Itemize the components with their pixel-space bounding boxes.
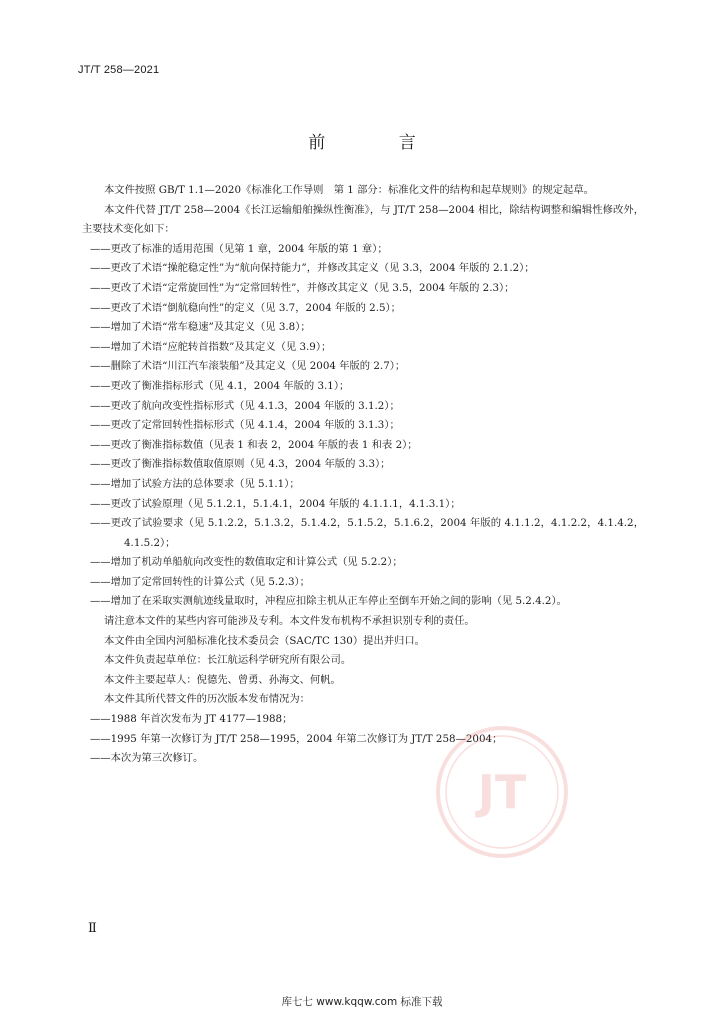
paragraph: 本文件按照 GB/T 1.1—2020《标准化工作导则 第 1 部分：标准化文件的结构和起草规则》的规定起草。 (104, 184, 594, 196)
paragraph: 本文件代替 JT/T 258—2004《长江运输船舶操纵性衡准》，与 JT/T 258—2004 相比，除结构调整和编辑性修改外，主要技术变化如下： (82, 203, 644, 236)
change-item: ——更改了航向改变性指标形式（见 4.1.3，2004 年版的 3.1.2）； (90, 399, 400, 412)
page-title: 前 言 (308, 133, 450, 153)
change-item: ——更改了试验要求（见 5.1.2.2，5.1.3.2，5.1.4.2，5.1.5.2，5.1.6.2，2004 年版的 4.1.1.2，4.1.2.2，4.1.4.2，4.1.5.2）； (90, 517, 644, 549)
page-number: Ⅱ (88, 921, 97, 936)
change-item: ——增加了在采取实测航迹线量取时，冲程应扣除主机从正车停止至倒车开始之间的影响（见 5.2.4.2）。 (90, 595, 567, 608)
foreword-body (82, 181, 644, 769)
history-item: ——1995 年第一次修订为 JT/T 258—1995，2004 年第二次修订为 JT/T 258—2004； (90, 732, 503, 745)
change-item: ——更改了衡准指标数值（见表 1 和表 2，2004 年版的表 1 和表 2）； (90, 438, 418, 451)
paragraph: 本文件主要起草人：倪德先、曾勇、孙海文、何帆。 (104, 673, 341, 686)
footer-source: 库七七 www.kqqw.com 标准下载 (281, 996, 443, 1008)
paragraph: 请注意本文件的某些内容可能涉及专利。本文件发布机构不承担识别专利的责任。 (104, 615, 475, 628)
change-item: ——增加了术语“常车稳速”及其定义（见 3.8）； (90, 321, 311, 334)
svg-text:JT: JT (477, 765, 527, 819)
change-item: ——更改了术语“操舵稳定性”为“航向保持能力”，并修改其定义（见 3.3，2004 年版的 2.1.2）； (90, 262, 535, 275)
change-item: ——更改了衡准指标数值取值原则（见 4.3，2004 年版的 3.3）； (90, 458, 391, 471)
change-item: ——更改了试验原理（见 5.1.2.1，5.1.4.1，2004 年版的 4.1.1.1，4.1.3.1）； (90, 497, 461, 510)
change-item: ——更改了术语“定常旋回性”为“定常回转性”，并修改其定义（见 3.5，2004 年版的 2.3）； (90, 281, 515, 294)
change-item: ——更改了定常回转性指标形式（见 4.1.4，2004 年版的 3.1.3）； (90, 419, 400, 432)
paragraph: 本文件由全国内河船标准化技术委员会（SAC/TC 130）提出并归口。 (104, 634, 425, 647)
history-item: ——本次为第三次修订。 (90, 752, 204, 765)
change-item: ——删除了术语“川江汽车滚装船”及其定义（见 2004 年版的 2.7）； (90, 360, 406, 373)
jt-seal-watermark (432, 722, 572, 862)
change-item: ——增加了定常回转性的计算公式（见 5.2.3）； (90, 575, 310, 588)
change-item: ——更改了术语“倒航稳向性”的定义（见 3.7，2004 年版的 2.5）； (90, 301, 401, 314)
change-item: ——更改了衡准指标形式（见 4.1，2004 年版的 3.1）； (90, 379, 350, 392)
document-code: JT/T 258—2021 (78, 64, 160, 76)
change-item: ——增加了术语“应舵转首指数”及其定义（见 3.9）； (90, 340, 332, 353)
change-item: ——增加了机动单船航向改变性的数值取定和计算公式（见 5.2.2）； (90, 556, 403, 569)
change-item: ——更改了标准的适用范围（见第 1 章，2004 年版的第 1 章）； (90, 242, 388, 255)
paragraph: 本文件其所代替文件的历次版本发布情况为： (104, 693, 310, 706)
change-item: ——增加了试验方法的总体要求（见 5.1.1）； (90, 477, 300, 490)
paragraph: 本文件负责起草单位：长江航运科学研究所有限公司。 (104, 654, 352, 667)
history-item: ——1988 年首次发布为 JT 4177—1988； (90, 713, 293, 726)
